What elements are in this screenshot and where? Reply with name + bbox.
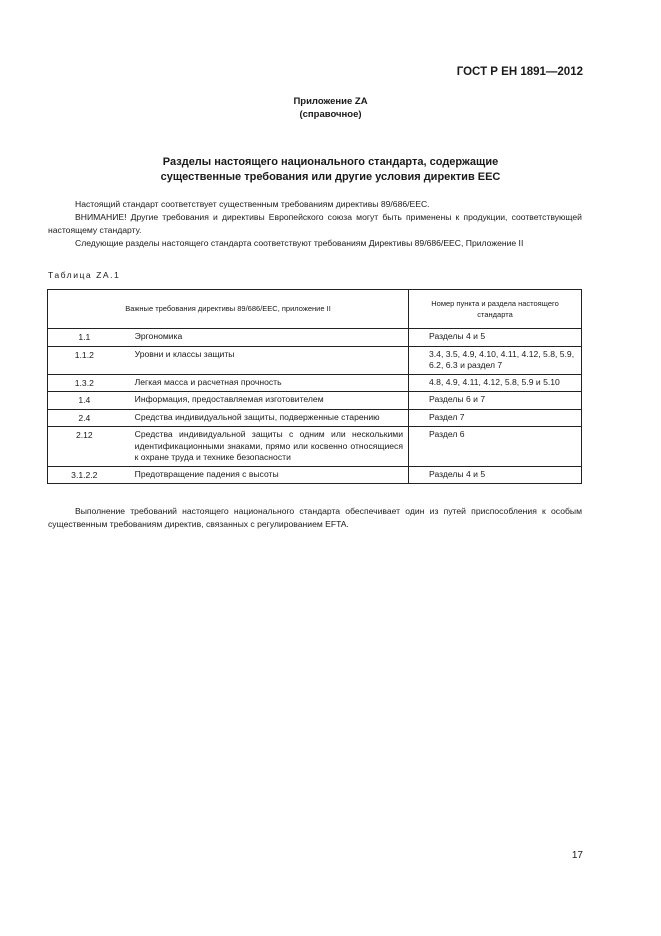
table-row (48, 427, 582, 467)
page-number: 17 (571, 850, 583, 861)
row-sections: Разделы 4 и 5 (409, 329, 582, 347)
table-row (48, 374, 582, 392)
table-caption: Таблица ZA.1 (48, 270, 121, 280)
row-sections: Раздел 7 (409, 409, 582, 427)
row-requirement: Легкая масса и расчетная прочность (121, 374, 409, 392)
annex-heading (0, 95, 661, 121)
intro-text (48, 198, 582, 250)
row-sections: 3.4, 3.5, 4.9, 4.10, 4.11, 4.12, 5.8, 5.9, 6.2, 6.3 и раздел 7 (409, 346, 582, 374)
table-header-row (48, 290, 582, 329)
table-row (48, 466, 582, 484)
table-row (48, 392, 582, 410)
table-row (48, 329, 582, 347)
row-number: 3.1.2.2 (48, 466, 121, 484)
intro-paragraph: ВНИМАНИЕ! Другие требования и директивы Европейского союза могут быть применены к продукции, соответствующей настоящему стандарту. (48, 212, 582, 235)
table-row (48, 346, 582, 374)
section-title-line2: существенные требования или другие условия директив EEC (160, 171, 501, 183)
document-id: ГОСТ Р ЕН 1891—2012 (456, 66, 583, 78)
row-requirement: Средства индивидуальной защиты с одним или несколькими идентификационными знаками, прямо или косвенно относящиеся к охране труда и технике безопасности (121, 427, 409, 467)
row-sections: 4.8, 4.9, 4.11, 4.12, 5.8, 5.9 и 5.10 (409, 374, 582, 392)
row-number: 1.3.2 (48, 374, 121, 392)
table-row (48, 409, 582, 427)
requirements-table (47, 289, 582, 484)
row-requirement: Уровни и классы защиты (121, 346, 409, 374)
header-sections: Номер пункта и раздела настоящего стандарта (409, 290, 582, 329)
section-title-line1: Разделы настоящего национального стандарта, содержащие (162, 156, 499, 168)
row-requirement: Предотвращение падения с высоты (121, 466, 409, 484)
row-number: 1.4 (48, 392, 121, 410)
row-number: 1.1.2 (48, 346, 121, 374)
intro-paragraph: Настоящий стандарт соответствует существенным требованиям директивы 89/686/EEC. (75, 199, 430, 209)
annex-subtitle: (справочное) (299, 109, 362, 120)
closing-text (48, 505, 582, 531)
header-requirements: Важные требования директивы 89/686/EEC, приложение II (48, 290, 409, 329)
row-sections: Раздел 6 (409, 427, 582, 467)
closing-paragraph: Выполнение требований настоящего национального стандарта обеспечивает один из путей приспособления к особым существенным требованиям директив, связанных с регулированием EFTA. (48, 506, 582, 529)
row-number: 1.1 (48, 329, 121, 347)
annex-title: Приложение ZA (293, 96, 368, 107)
row-number: 2.4 (48, 409, 121, 427)
row-sections: Разделы 4 и 5 (409, 466, 582, 484)
row-number: 2.12 (48, 427, 121, 467)
intro-paragraph: Следующие разделы настоящего стандарта соответствуют требованиям Директивы 89/686/EEC, Приложение II (75, 238, 524, 248)
row-sections: Разделы 6 и 7 (409, 392, 582, 410)
section-title (0, 155, 661, 185)
row-requirement: Информация, предоставляемая изготовителем (121, 392, 409, 410)
row-requirement: Средства индивидуальной защиты, подверженные старению (121, 409, 409, 427)
row-requirement: Эргономика (121, 329, 409, 347)
